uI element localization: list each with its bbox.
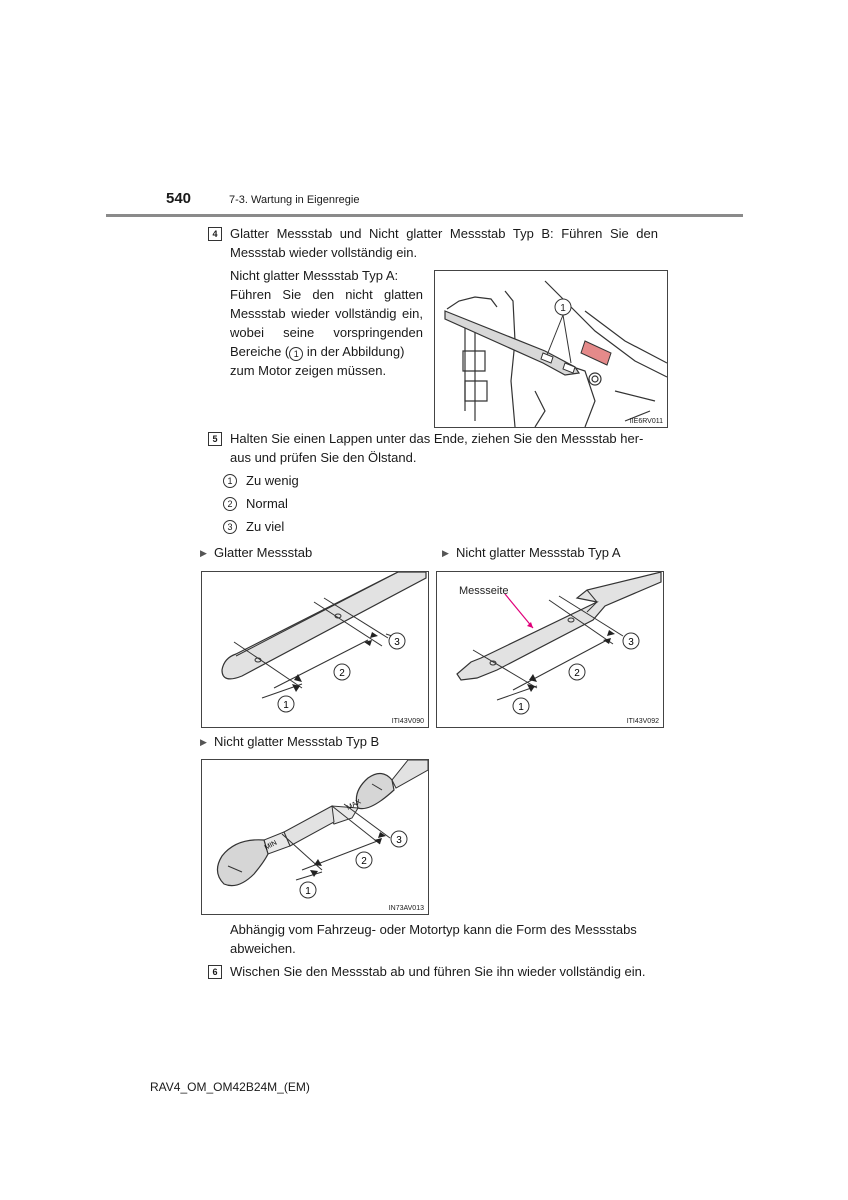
note-line: Nicht glatter Messstab Typ A: bbox=[230, 268, 399, 283]
step-4-text: Glatter Messstab und Nicht glatter Messstab Typ B: Führen Sie den Messstab wieder vollständig ein. bbox=[230, 226, 658, 260]
engine-dipstick-illustration bbox=[435, 271, 667, 427]
figure-code: ITI43V090 bbox=[391, 718, 424, 725]
min-mark: MIN bbox=[263, 839, 279, 852]
callout-2: 2 bbox=[361, 856, 367, 867]
callout-2: 2 bbox=[339, 668, 345, 679]
figure-code: IN73AV013 bbox=[388, 905, 424, 912]
step-4-number: 4 bbox=[208, 227, 222, 241]
level-1-number: 1 bbox=[223, 474, 237, 488]
step-6-number: 6 bbox=[208, 965, 222, 979]
type-a-dipstick-illustration bbox=[437, 572, 663, 727]
section-title: 7-3. Wartung in Eigenregie bbox=[229, 194, 360, 206]
step-5-text bbox=[230, 429, 670, 467]
figure-heading-smooth: Glatter Messstab bbox=[214, 545, 313, 560]
callout-1: 1 bbox=[518, 702, 524, 713]
note-line: Messstab wieder vollständig ein, bbox=[230, 306, 423, 321]
level-1-label: Zu wenig bbox=[246, 473, 299, 488]
note-line: Führen Sie den nicht glatten bbox=[230, 287, 423, 302]
max-mark: MAX bbox=[345, 798, 363, 812]
note-line bbox=[230, 342, 423, 361]
note-text: in der Abbildung) bbox=[303, 344, 405, 359]
type-b-dipstick-illustration bbox=[202, 760, 428, 914]
callout-1: 1 bbox=[283, 700, 289, 711]
bullet-triangle-icon: ▶ bbox=[200, 737, 207, 747]
callout-1: 1 bbox=[560, 303, 566, 314]
step-5-line: Halten Sie einen Lappen unter das Ende, ziehen Sie den Messstab her- bbox=[230, 431, 644, 446]
note-line: wobei seine vorspringenden bbox=[230, 325, 423, 340]
step-6-text: Wischen Sie den Messstab ab und führen Sie ihn wieder vollständig ein. bbox=[230, 964, 646, 979]
measuring-side-label: Messseite bbox=[459, 585, 509, 597]
page-number: 540 bbox=[166, 190, 192, 207]
step-5-number: 5 bbox=[208, 432, 222, 446]
level-2-label: Normal bbox=[246, 496, 288, 511]
shape-note-line: abweichen. bbox=[230, 941, 296, 956]
figure-type-a-dipstick bbox=[436, 571, 664, 728]
footer-code: RAV4_OM_OM42B24M_(EM) bbox=[150, 1080, 310, 1094]
figure-heading-type-b: Nicht glatter Messstab Typ B bbox=[214, 734, 380, 749]
step-5-line: aus und prüfen Sie den Ölstand. bbox=[230, 450, 417, 465]
bullet-triangle-icon: ▶ bbox=[200, 548, 207, 558]
callout-1: 1 bbox=[305, 886, 311, 897]
figure-type-b-dipstick bbox=[201, 759, 429, 915]
level-3-number: 3 bbox=[223, 520, 237, 534]
callout-2: 2 bbox=[574, 668, 580, 679]
note-text: Bereiche ( bbox=[230, 344, 290, 359]
note-line: zum Motor zeigen müssen. bbox=[230, 363, 387, 378]
callout-1-inline: 1 bbox=[289, 347, 303, 361]
level-2-number: 2 bbox=[223, 497, 237, 511]
callout-3: 3 bbox=[628, 637, 634, 648]
figure-code: ITI43V092 bbox=[626, 718, 659, 725]
bullet-triangle-icon: ▶ bbox=[442, 548, 449, 558]
figure-smooth-dipstick bbox=[201, 571, 429, 728]
level-3-label: Zu viel bbox=[246, 519, 285, 534]
callout-3: 3 bbox=[394, 637, 400, 648]
figure-heading-type-a: Nicht glatter Messstab Typ A bbox=[456, 545, 621, 560]
smooth-dipstick-illustration bbox=[202, 572, 428, 727]
figure-engine-dipstick bbox=[434, 270, 668, 428]
shape-note-line: Abhängig vom Fahrzeug- oder Motortyp kann die Form des Messstabs bbox=[230, 922, 637, 937]
step-4-note bbox=[230, 266, 423, 380]
callout-3: 3 bbox=[396, 835, 402, 846]
figure-code: IIE6RV011 bbox=[629, 418, 663, 425]
shape-note bbox=[230, 920, 670, 958]
header-rule bbox=[106, 214, 743, 217]
